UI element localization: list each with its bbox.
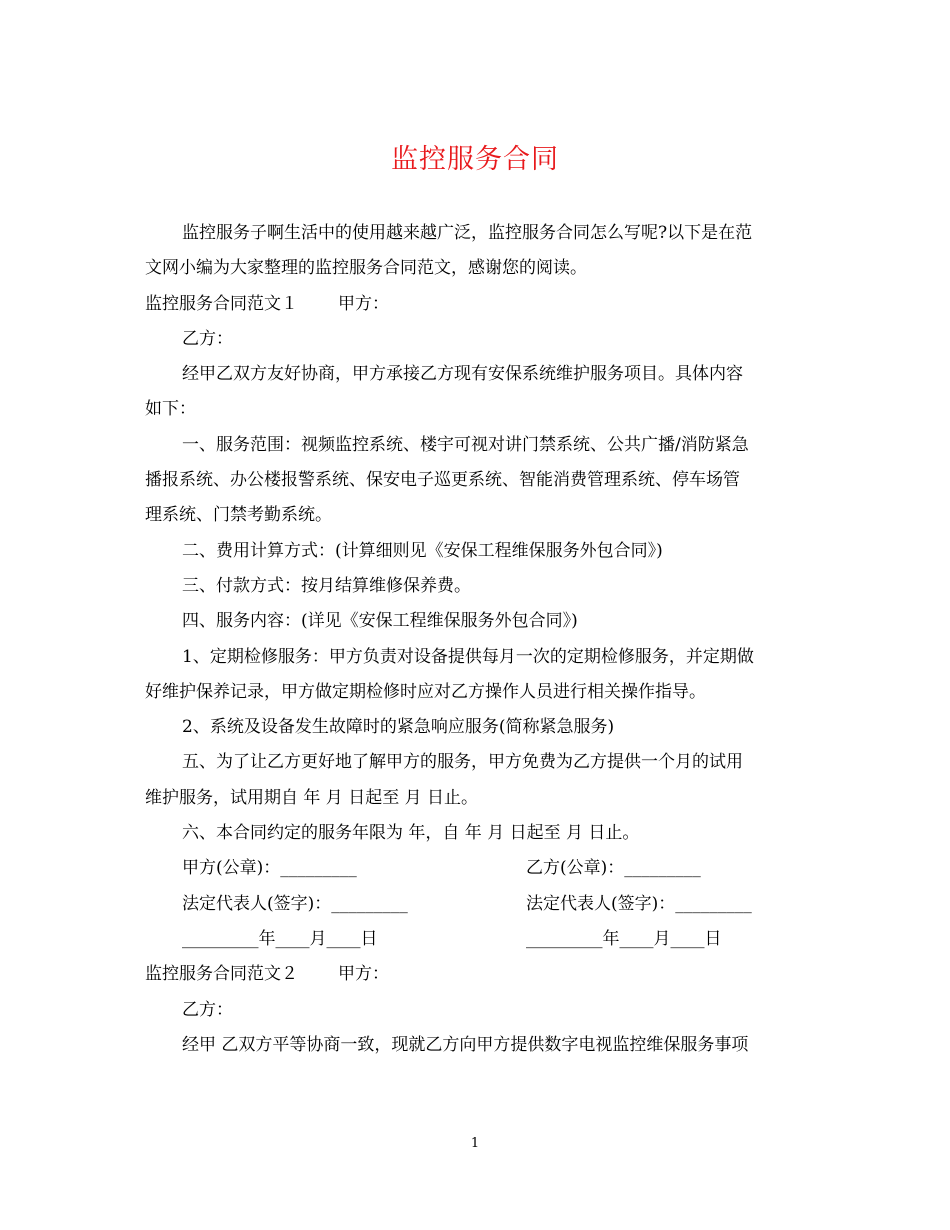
party-a-representative-field: 法定代表人(签字)：_________ (182, 893, 408, 914)
signature-row-seal (145, 851, 810, 886)
party-b-representative-field: 法定代表人(签字)：_________ (526, 893, 752, 914)
section-1-heading-line (145, 287, 810, 322)
item-1-line-3: 理系统、门禁考勤系统。 (145, 505, 332, 526)
party-a-seal-field: 甲方(公章)：_________ (182, 858, 357, 879)
item-1-line-2: 播报系统、办公楼报警系统、保安电子巡更系统、智能消费管理系统、停车场管 (145, 470, 740, 491)
section-2-party-b: 乙方： (182, 999, 233, 1020)
section-1-para-line-1: 经甲乙双方友好协商，甲方承接乙方现有安保系统维护服务项目。具体内容 (182, 364, 743, 385)
signature-row-date (145, 922, 810, 957)
party-a-date-field: _________年____月____日 (182, 928, 378, 949)
section-2-heading: 监控服务合同范文２ (145, 964, 298, 985)
section-1-heading: 监控服务合同范文１ (145, 293, 298, 314)
document-title: 监控服务合同 (391, 144, 559, 175)
item-1-line-1: 一、服务范围：视频监控系统、楼宇可视对讲门禁系统、公共广播/消防紧急 (182, 434, 749, 455)
party-b-seal-field: 乙方(公章)：_________ (526, 858, 701, 879)
item-3: 三、付款方式：按月结算维修保养费。 (182, 575, 471, 596)
section-1-party-b: 乙方： (182, 328, 233, 349)
intro-line-2: 文网小编为大家整理的监控服务合同范文，感谢您的阅读。 (145, 258, 587, 279)
section-1-party-a: 甲方： (338, 293, 389, 314)
item-5-line-1: 五、为了让乙方更好地了解甲方的服务，甲方免费为乙方提供一个月的试用 (182, 752, 743, 773)
section-2-para-line-1: 经甲 乙双方平等协商一致，现就乙方向甲方提供数字电视监控维保服务事项 (182, 1034, 749, 1055)
page-number: 1 (470, 1136, 480, 1151)
signature-row-representative (145, 887, 810, 922)
section-2-party-a: 甲方： (338, 964, 389, 985)
party-b-date-field: _________年____月____日 (526, 928, 722, 949)
sub-item-2: 2、系统及设备发生故障时的紧急响应服务(简称紧急服务) (182, 717, 615, 738)
section-2-heading-line (145, 957, 810, 992)
item-5-line-2: 维护服务，试用期自 年 月 日起至 月 日止。 (145, 787, 479, 808)
item-2: 二、费用计算方式：(计算细则见《安保工程维保服务外包合同》) (182, 540, 663, 561)
item-4: 四、服务内容：(详见《安保工程维保服务外包合同》) (182, 611, 578, 632)
item-6: 六、本合同约定的服务年限为 年，自 年 月 日起至 月 日止。 (182, 823, 640, 844)
document-body (145, 216, 810, 1063)
section-1-para-line-2: 如下： (145, 399, 196, 420)
sub-item-1-line-2: 好维护保养记录，甲方做定期检修时应对乙方操作人员进行相关操作指导。 (145, 681, 706, 702)
intro-line-1: 监控服务子啊生活中的使用越来越广泛，监控服务合同怎么写呢?以下是在范 (182, 223, 753, 243)
sub-item-1-line-1: 1、定期检修服务：甲方负责对设备提供每月一次的定期检修服务，并定期做 (182, 646, 754, 667)
